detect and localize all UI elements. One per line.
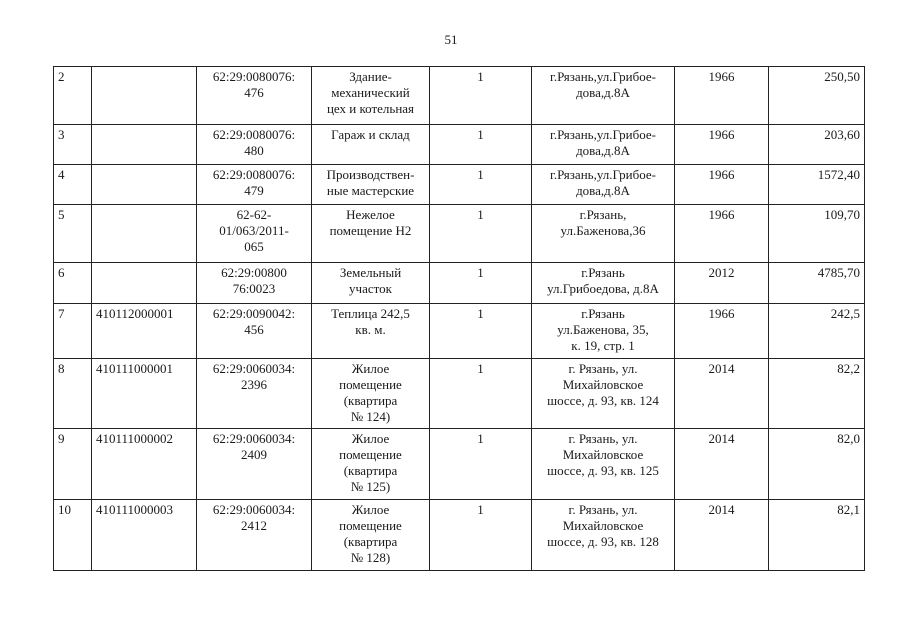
object-name-line: помещение (339, 377, 402, 392)
object-name-line: Жилое (351, 431, 390, 446)
area-text: 82,0 (837, 431, 860, 446)
year-cell (675, 359, 769, 429)
year-cell (675, 500, 769, 571)
address-line: к. 19, стр. 1 (571, 338, 635, 353)
object-name-line: Жилое (351, 502, 390, 517)
object-name-cell (312, 500, 430, 571)
year-text: 2012 (708, 265, 735, 280)
address-line: дова,д.8А (576, 143, 630, 158)
year-text: 1966 (708, 69, 735, 84)
year-text: 1966 (708, 167, 735, 182)
cadastral-number-line: 2409 (241, 447, 267, 462)
inventory-number-cell (92, 304, 197, 359)
object-name-cell (312, 67, 430, 125)
row-number-text: 7 (58, 306, 65, 321)
address-line: г. Рязань, ул. (568, 431, 638, 446)
area-cell (769, 165, 865, 205)
address-line: шоссе, д. 93, кв. 128 (547, 534, 659, 549)
cadastral-number-line: 62:29:0080076: (212, 69, 296, 84)
quantity-text: 1 (477, 502, 484, 517)
quantity-cell (430, 500, 532, 571)
cadastral-number-cell (197, 304, 312, 359)
area-cell (769, 304, 865, 359)
inventory-number-cell (92, 165, 197, 205)
cadastral-number-line: 62:29:0080076: (212, 167, 296, 182)
object-name-line: (квартира (343, 534, 398, 549)
year-cell (675, 263, 769, 304)
quantity-cell (430, 125, 532, 165)
cadastral-number-cell (197, 429, 312, 500)
table-row (54, 359, 865, 429)
object-name-line: ные мастерские (326, 183, 415, 198)
area-text: 82,2 (837, 361, 860, 376)
year-text: 1966 (708, 306, 735, 321)
cadastral-number-line: 76:0023 (232, 281, 276, 296)
year-cell (675, 165, 769, 205)
object-name-line: (квартира (343, 463, 398, 478)
area-cell (769, 125, 865, 165)
address-line: шоссе, д. 93, кв. 125 (547, 463, 659, 478)
year-cell (675, 429, 769, 500)
object-name-line: № 125) (350, 479, 391, 494)
cadastral-number-line: 476 (244, 85, 264, 100)
year-text: 2014 (708, 431, 735, 446)
cadastral-number-line: 62:29:0060034: (212, 431, 296, 446)
cadastral-number-line: 62:29:0060034: (212, 502, 296, 517)
row-number-text: 6 (58, 265, 65, 280)
year-text: 2014 (708, 502, 735, 517)
object-name-line: № 124) (350, 409, 391, 424)
address-cell (532, 500, 675, 571)
object-name-cell (312, 429, 430, 500)
cadastral-number-line: 2412 (241, 518, 267, 533)
object-name-line: помещение (339, 518, 402, 533)
object-name-line: помещение (339, 447, 402, 462)
year-text: 2014 (708, 361, 735, 376)
object-name-line: цех и котельная (326, 101, 415, 116)
address-line: г.Рязань, (579, 207, 627, 222)
object-name-cell (312, 359, 430, 429)
address-line: г.Рязань (581, 306, 625, 321)
address-line: г.Рязань (581, 265, 625, 280)
quantity-cell (430, 165, 532, 205)
row-number-text: 2 (58, 69, 65, 84)
object-name-cell (312, 165, 430, 205)
quantity-text: 1 (477, 167, 484, 182)
address-line: Михайловское (562, 518, 644, 533)
inventory-number-cell (92, 500, 197, 571)
object-name-line: Здание- (349, 69, 392, 84)
row-number-cell (54, 304, 92, 359)
quantity-cell (430, 67, 532, 125)
cadastral-number-line: 2396 (241, 377, 267, 392)
area-cell (769, 500, 865, 571)
object-name-line: Гараж и склад (331, 127, 410, 142)
row-number-cell (54, 165, 92, 205)
address-line: дова,д.8А (576, 85, 630, 100)
quantity-cell (430, 304, 532, 359)
row-number-cell (54, 500, 92, 571)
address-line: г. Рязань, ул. (568, 502, 638, 517)
address-cell (532, 205, 675, 263)
area-text: 1572,40 (817, 167, 860, 182)
object-name-line: участок (349, 281, 392, 296)
area-cell (769, 263, 865, 304)
cadastral-number-cell (197, 500, 312, 571)
row-number-cell (54, 205, 92, 263)
object-name-line: Земельный (339, 265, 402, 280)
object-name-line: механический (331, 85, 410, 100)
cadastral-number-line: 479 (244, 183, 264, 198)
area-cell (769, 359, 865, 429)
address-line: г. Рязань, ул. (568, 361, 638, 376)
row-number-cell (54, 263, 92, 304)
address-cell (532, 429, 675, 500)
object-name-line: Жилое (351, 361, 390, 376)
object-name-cell (312, 125, 430, 165)
area-cell (769, 429, 865, 500)
object-name-line: Производствен- (326, 167, 415, 182)
row-number-text: 3 (58, 127, 65, 142)
inventory-number-text: 410112000001 (96, 306, 174, 321)
address-line: Михайловское (562, 447, 644, 462)
inventory-number-cell (92, 429, 197, 500)
address-line: ул.Баженова, 35, (557, 322, 649, 337)
cadastral-number-line: 62:29:0090042: (212, 306, 296, 321)
table-row (54, 165, 865, 205)
cadastral-number-line: 480 (244, 143, 264, 158)
object-name-cell (312, 263, 430, 304)
row-number-text: 9 (58, 431, 65, 446)
table-row (54, 500, 865, 571)
inventory-number-cell (92, 67, 197, 125)
object-name-cell (312, 205, 430, 263)
cadastral-number-cell (197, 263, 312, 304)
quantity-text: 1 (477, 207, 484, 222)
address-line: г.Рязань,ул.Грибое- (549, 167, 657, 182)
cadastral-number-line: 456 (244, 322, 264, 337)
quantity-cell (430, 359, 532, 429)
address-cell (532, 125, 675, 165)
address-cell (532, 165, 675, 205)
area-text: 242,5 (830, 306, 860, 321)
cadastral-number-cell (197, 67, 312, 125)
object-name-cell (312, 304, 430, 359)
table-row (54, 205, 865, 263)
area-text: 82,1 (837, 502, 860, 517)
inventory-number-cell (92, 359, 197, 429)
cadastral-number-line: 62:29:0060034: (212, 361, 296, 376)
area-cell (769, 205, 865, 263)
year-cell (675, 125, 769, 165)
cadastral-number-line: 01/063/2011- (219, 223, 289, 238)
area-text: 109,70 (824, 207, 860, 222)
row-number-text: 8 (58, 361, 65, 376)
quantity-cell (430, 263, 532, 304)
inventory-number-cell (92, 263, 197, 304)
cadastral-number-cell (197, 165, 312, 205)
cadastral-number-line: 62:29:00800 (221, 265, 287, 280)
quantity-text: 1 (477, 265, 484, 280)
cadastral-number-line: 065 (244, 239, 264, 254)
page-number: 51 (444, 32, 458, 47)
address-cell (532, 263, 675, 304)
address-line: шоссе, д. 93, кв. 124 (547, 393, 659, 408)
cadastral-number-line: 62-62- (236, 207, 272, 222)
area-text: 250,50 (824, 69, 860, 84)
object-name-line: Нежелое (346, 207, 395, 222)
inventory-number-text: 410111000003 (96, 502, 174, 517)
row-number-cell (54, 359, 92, 429)
area-text: 4785,70 (817, 265, 860, 280)
year-cell (675, 67, 769, 125)
quantity-text: 1 (477, 306, 484, 321)
address-line: г.Рязань,ул.Грибое- (549, 127, 657, 142)
property-table (53, 66, 865, 571)
area-text: 203,60 (824, 127, 860, 142)
cadastral-number-line: 62:29:0080076: (212, 127, 296, 142)
quantity-text: 1 (477, 361, 484, 376)
address-line: г.Рязань,ул.Грибое- (549, 69, 657, 84)
inventory-number-text: 410111000001 (96, 361, 174, 376)
row-number-cell (54, 125, 92, 165)
object-name-line: кв. м. (355, 322, 386, 337)
row-number-cell (54, 429, 92, 500)
row-number-text: 4 (58, 167, 65, 182)
object-name-line: № 128) (350, 550, 391, 565)
object-name-line: (квартира (343, 393, 398, 408)
year-text: 1966 (708, 127, 735, 142)
address-cell (532, 304, 675, 359)
row-number-text: 10 (58, 502, 71, 517)
year-cell (675, 205, 769, 263)
row-number-text: 5 (58, 207, 65, 222)
table-row (54, 429, 865, 500)
quantity-text: 1 (477, 127, 484, 142)
year-cell (675, 304, 769, 359)
address-line: Михайловское (562, 377, 644, 392)
address-cell (532, 67, 675, 125)
address-line: ул.Грибоедова, д.8А (547, 281, 659, 296)
row-number-cell (54, 67, 92, 125)
table-row (54, 125, 865, 165)
cadastral-number-cell (197, 125, 312, 165)
address-line: дова,д.8А (576, 183, 630, 198)
object-name-line: Теплица 242,5 (331, 306, 410, 321)
table-row (54, 263, 865, 304)
address-line: ул.Баженова,36 (560, 223, 646, 238)
cadastral-number-cell (197, 359, 312, 429)
quantity-cell (430, 205, 532, 263)
quantity-cell (430, 429, 532, 500)
quantity-text: 1 (477, 69, 484, 84)
inventory-number-cell (92, 125, 197, 165)
year-text: 1966 (708, 207, 735, 222)
cadastral-number-cell (197, 205, 312, 263)
inventory-number-cell (92, 205, 197, 263)
table-row (54, 304, 865, 359)
area-cell (769, 67, 865, 125)
address-cell (532, 359, 675, 429)
object-name-line: помещение Н2 (329, 223, 412, 238)
quantity-text: 1 (477, 431, 484, 446)
inventory-number-text: 410111000002 (96, 431, 174, 446)
table-row (54, 67, 865, 125)
